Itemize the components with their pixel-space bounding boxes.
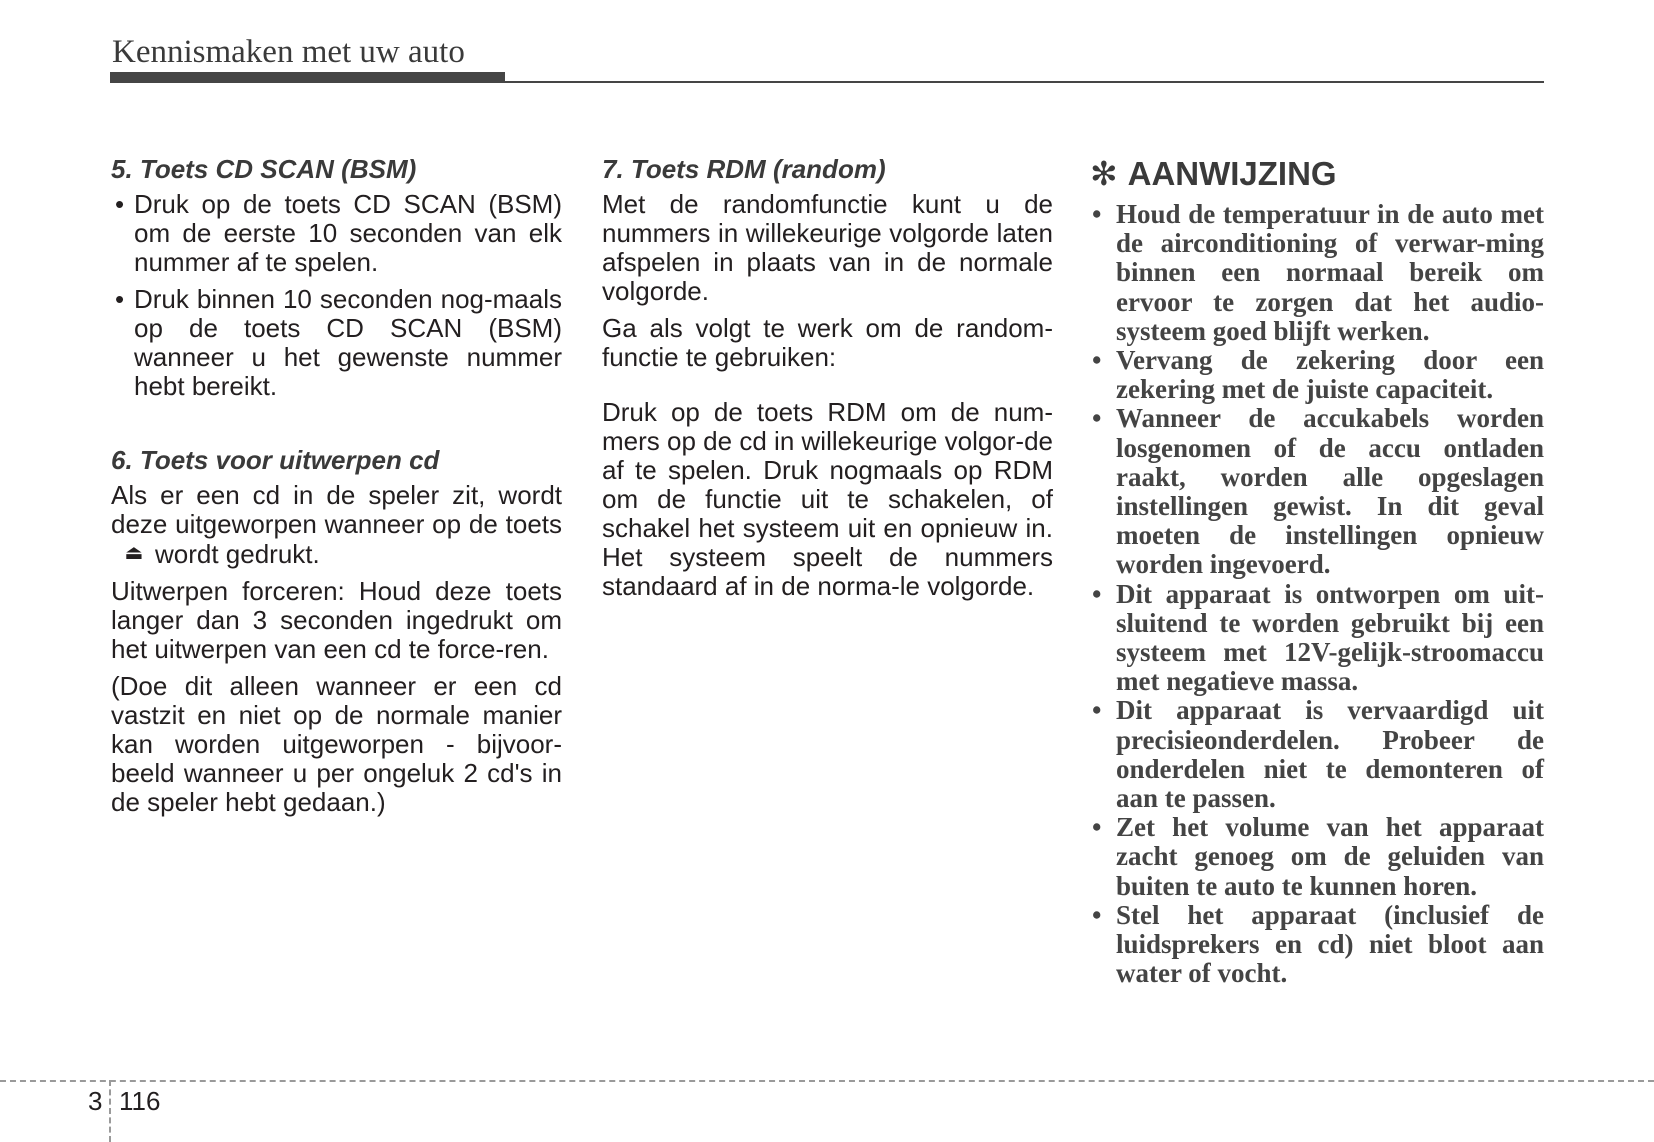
column-left — [111, 154, 562, 825]
bullet-dot: • — [115, 189, 125, 219]
eject-icon: ⏏ — [124, 542, 144, 564]
footer-vertical-divider — [109, 1080, 111, 1142]
column-middle — [602, 154, 1053, 609]
section-6-paragraph-3: (Doe dit alleen wanneer er een cd vastzit en niet op de normale manier kan worden uitgeworpen - bijvoor-beeld wanneer u per ongeluk 2 cd's in de speler hebt gedaan.) — [111, 671, 562, 817]
bullet-dot: • — [1092, 345, 1102, 376]
note-item-text: Zet het volume van het apparaat zacht genoeg om de geluiden van buiten te auto te kunnen horen. — [1116, 812, 1544, 901]
asterisk-icon: ✻ — [1090, 155, 1118, 192]
eject-text-before: Als er een cd in de speler zit, wordt deze uitgeworpen wanneer op de toets — [111, 480, 562, 539]
note-item-text: Vervang de zekering door een zekering met de juiste capaciteit. — [1116, 345, 1544, 405]
note-box — [1090, 154, 1544, 988]
note-item — [1090, 404, 1544, 579]
section-7-paragraph-1: Met de randomfunctie kunt u de nummers in willekeurige volgorde laten afspelen in plaats van in de normale volgorde. — [602, 189, 1053, 306]
bullet-dot: • — [1092, 812, 1102, 843]
note-item-text: Dit apparaat is ontworpen om uit-sluitend te worden gebruikt bij een systeem met 12V-gelijk-stroomaccu met negatieve massa. — [1116, 578, 1544, 697]
bullet-dot: • — [1092, 578, 1102, 609]
bullet-dot: • — [1092, 403, 1102, 434]
section-6-title: 6. Toets voor uitwerpen cd — [111, 445, 440, 475]
note-item — [1090, 901, 1544, 989]
bullet-dot: • — [1092, 899, 1102, 930]
note-item-text: Stel het apparaat (inclusief de luidsprekers en cd) niet bloot aan water of vocht. — [1116, 899, 1544, 989]
bullet-dot: • — [1092, 199, 1102, 229]
footer-divider — [0, 1080, 1654, 1082]
note-item — [1090, 580, 1544, 697]
note-item — [1090, 346, 1544, 404]
note-title: AANWIJZING — [1127, 155, 1337, 192]
section-6-paragraph-2: Uitwerpen forceren: Houd deze toets langer dan 3 seconden ingedrukt om het uitwerpen van een cd te force-ren. — [111, 576, 562, 664]
section-7-title: 7. Toets RDM (random) — [602, 154, 886, 184]
note-item-text: Houd de temperatuur in de auto met de airconditioning of verwar-ming binnen een normaal bereik om ervoor te zorgen dat het audio-systeem goed blijft werken. — [1116, 199, 1544, 346]
note-item — [1090, 200, 1544, 346]
bullet-dot: • — [115, 284, 125, 314]
section-5-bullet-2 — [111, 285, 562, 401]
section-5-title: 5. Toets CD SCAN (BSM) — [111, 154, 417, 184]
chapter-number: 3 — [88, 1086, 103, 1116]
page-number: 116 — [119, 1086, 161, 1116]
header-rule-thick — [110, 72, 505, 81]
note-item — [1090, 696, 1544, 813]
header-rule-thin — [110, 81, 1544, 83]
section-7-paragraph-3: Druk op de toets RDM om de num-mers op de cd in willekeurige volgor-de af te spelen. Druk nogmaals op RDM om de functie uit te schakelen, of schakel het systeem uit en opnieuw in. Het systeem speelt de nummers standaard af in de norma-le volgorde. — [602, 397, 1053, 601]
note-heading — [1090, 156, 1544, 192]
bullet-text: Druk op de toets CD SCAN (BSM) om de eerste 10 seconden van elk nummer af te spelen. — [134, 189, 562, 277]
bullet-text: Druk binnen 10 seconden nog-maals op de toets CD SCAN (BSM) wanneer u het gewenste nummer hebt bereikt. — [134, 284, 562, 401]
header-title: Kennismaken met uw auto — [112, 34, 465, 70]
eject-text-after: wordt gedrukt. — [155, 539, 320, 569]
note-item-text: Wanneer de accukabels worden losgenomen of de accu ontladen raakt, worden alle opgeslagen instellingen gewist. In dit geval moeten de instellingen opnieuw worden ingevoerd. — [1116, 403, 1544, 580]
note-item-text: Dit apparaat is vervaardigd uit precisieonderdelen. Probeer de onderdelen niet te demonteren of aan te passen. — [1116, 695, 1544, 814]
section-7-paragraph-2: Ga als volgt te werk om de random-functie te gebruiken: — [602, 313, 1053, 372]
section-6-paragraph-1 — [111, 481, 562, 569]
bullet-dot: • — [1092, 695, 1102, 726]
section-5-bullet-1 — [111, 190, 562, 277]
note-item — [1090, 813, 1544, 901]
